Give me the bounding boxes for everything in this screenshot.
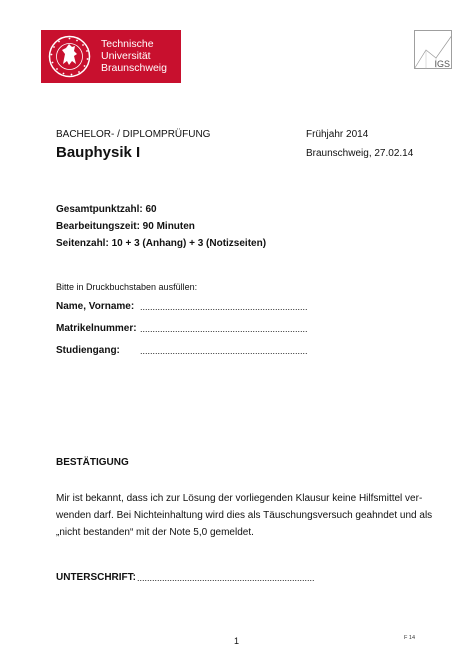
exam-place-date: Braunschweig, 27.02.14 bbox=[306, 148, 414, 159]
matriculation-field-label: Matrikelnummer: bbox=[56, 323, 137, 334]
exam-type: BACHELOR- / DIPLOMPRÜFUNG bbox=[56, 129, 211, 140]
university-name-line-1: Technische bbox=[101, 38, 154, 50]
page-number: 1 bbox=[234, 636, 240, 646]
signature-field[interactable]: ....................................................................... bbox=[137, 573, 315, 583]
name-field[interactable]: ................................................................... bbox=[140, 302, 308, 312]
institute-logo-label: IGS bbox=[434, 59, 450, 69]
matriculation-field[interactable]: ................................................................... bbox=[140, 324, 308, 334]
university-logo bbox=[41, 30, 181, 83]
form-instruction: Bitte in Druckbuchstaben ausfüllen: bbox=[56, 282, 198, 292]
confirmation-heading: BESTÄTIGUNG bbox=[56, 457, 129, 468]
page-count: Seitenzahl: 10 + 3 (Anhang) + 3 (Notizseiten) bbox=[56, 238, 267, 249]
confirmation-line-2: wenden darf. Bei Nichteinhaltung wird dies als Täuschungsversuch geahndet und als bbox=[56, 510, 433, 521]
confirmation-line-1: Mir ist bekannt, dass ich zur Lösung der vorliegenden Klausur keine Hilfsmittel ver- bbox=[56, 493, 423, 504]
university-name bbox=[101, 38, 167, 74]
confirmation-text bbox=[56, 490, 436, 541]
university-seal-icon bbox=[47, 34, 92, 79]
form-code: F 14 bbox=[404, 635, 416, 641]
exam-semester: Frühjahr 2014 bbox=[306, 129, 369, 140]
university-name-line-2: Universität bbox=[101, 50, 151, 62]
signature-label: UNTERSCHRIFT: bbox=[56, 572, 136, 583]
confirmation-line-3: „nicht bestanden“ mit der Note 5,0 gemeldet. bbox=[56, 527, 254, 538]
study-program-field-label: Studiengang: bbox=[56, 345, 120, 356]
university-name-line-3: Braunschweig bbox=[101, 62, 167, 74]
total-points: Gesamtpunktzahl: 60 bbox=[56, 204, 157, 215]
name-field-label: Name, Vorname: bbox=[56, 301, 135, 312]
exam-subject: Bauphysik I bbox=[56, 144, 141, 161]
duration: Bearbeitungszeit: 90 Minuten bbox=[56, 221, 195, 232]
institute-logo bbox=[414, 30, 452, 69]
study-program-field[interactable]: ................................................................... bbox=[140, 346, 308, 356]
